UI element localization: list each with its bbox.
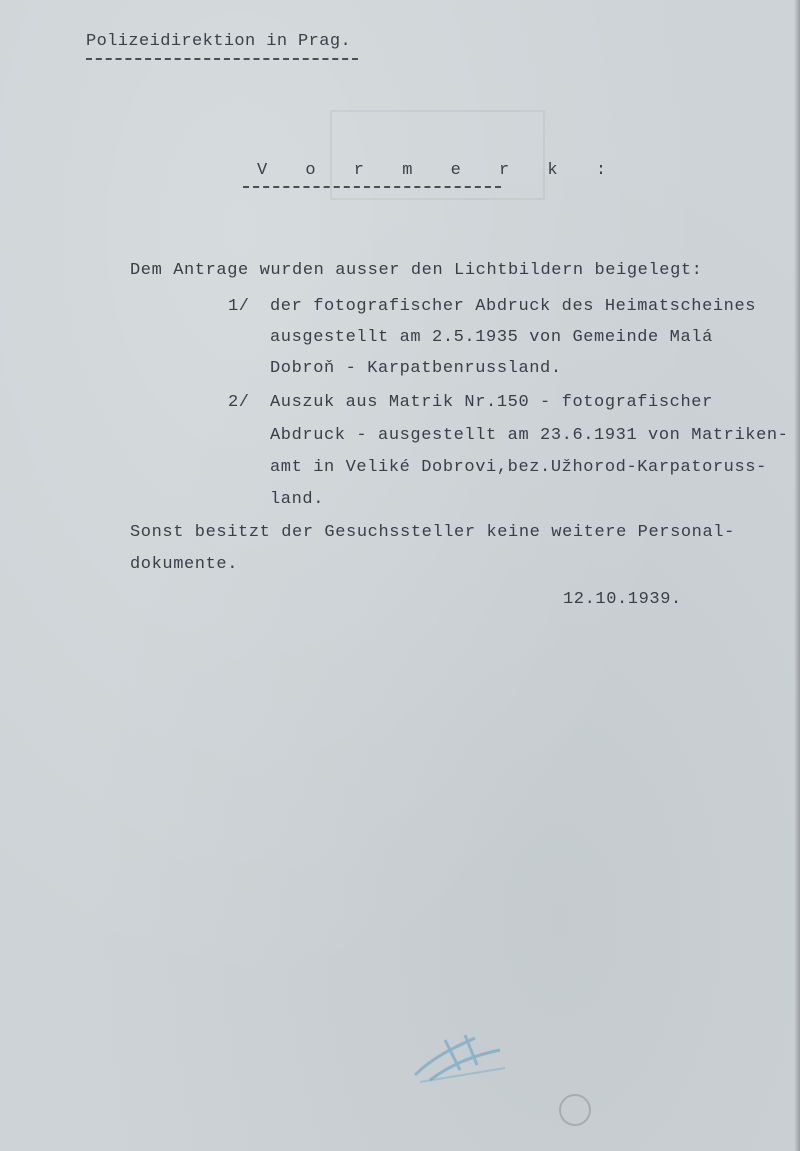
- closing-line-2: dokumente.: [130, 555, 239, 574]
- blue-ink-stamp: [405, 1020, 515, 1090]
- item-1-line-2: ausgestellt am 2.5.1935 von Gemeinde Malá: [270, 328, 713, 347]
- page-edge-shadow: [794, 0, 800, 1151]
- closing-line-1: Sonst besitzt der Gesuchssteller keine weitere Personal-: [130, 523, 735, 542]
- item-2-line-2: Abdruck - ausgestellt am 23.6.1931 von Matriken-: [270, 426, 789, 445]
- item-2-line-1: Auszuk aus Matrik Nr.150 - fotografischer: [270, 393, 713, 412]
- item-1-line-3: Dobroň - Karpatbenrussland.: [270, 359, 562, 378]
- title-underline: [243, 186, 501, 188]
- document-date: 12.10.1939.: [563, 590, 682, 609]
- item-1-number: 1/: [228, 297, 250, 316]
- item-1-line-1: der fotografischer Abdruck des Heimatscheines: [270, 297, 757, 316]
- document-title: V o r m e r k :: [257, 161, 621, 180]
- item-2-line-4: land.: [270, 490, 325, 509]
- item-2-line-3: amt in Veliké Dobrovi,bez.Užhorod-Karpatoruss-: [270, 458, 767, 477]
- document-header: Polizeidirektion in Prag.: [86, 32, 352, 51]
- item-2-number: 2/: [228, 393, 250, 412]
- round-seal-mark: [555, 1090, 595, 1130]
- intro-line: Dem Antrage wurden ausser den Lichtbildern beigelegt:: [130, 261, 703, 280]
- header-underline: [86, 58, 358, 60]
